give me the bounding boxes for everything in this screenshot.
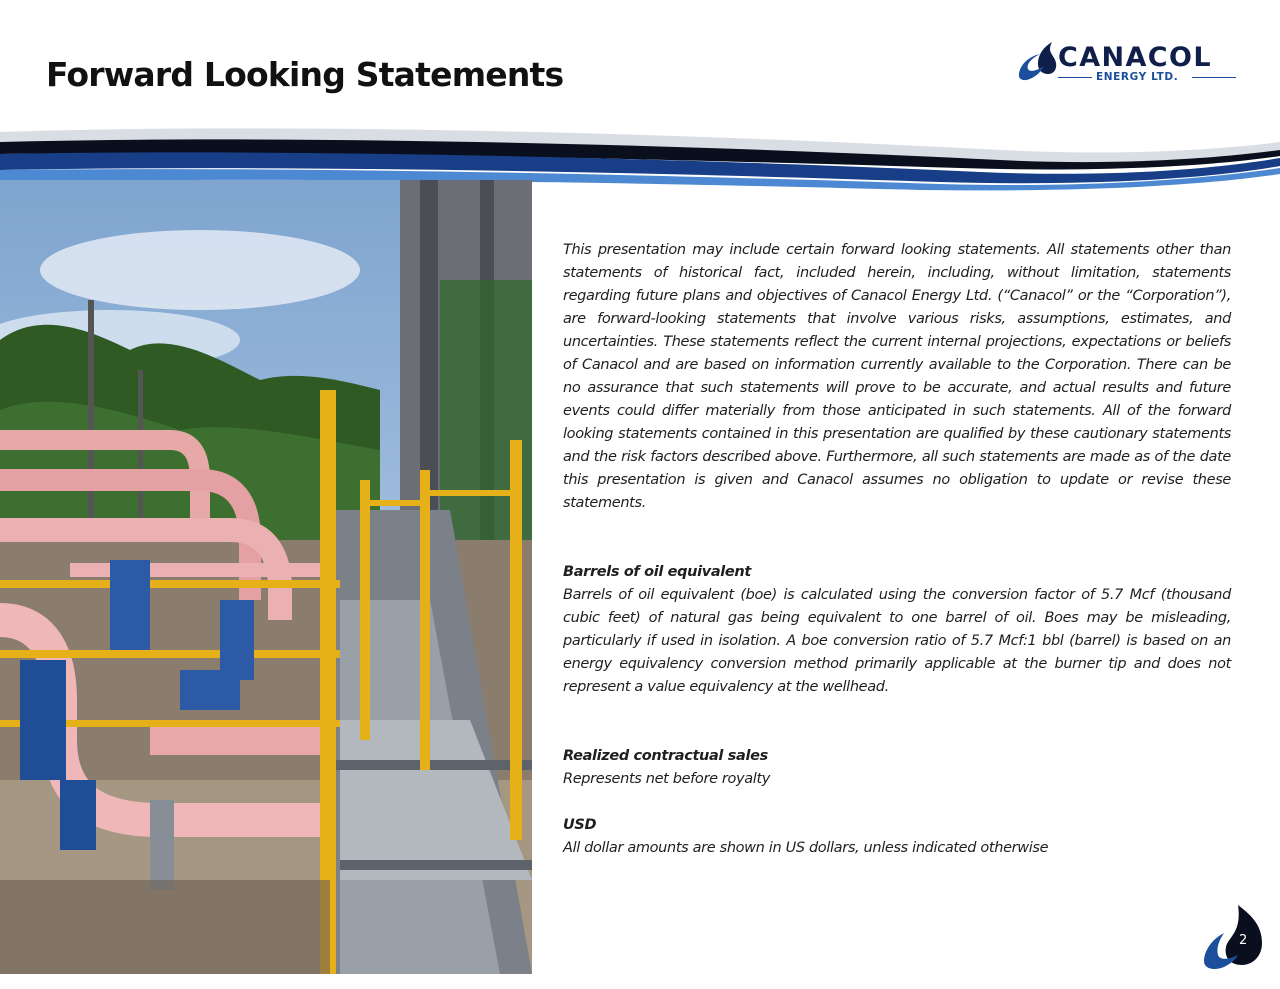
boe-paragraph: Barrels of oil equivalent (boe) is calculated using the conversion factor of 5.7 Mcf (thousand cubic feet) of natural gas being equivalent to one barrel of oil. Boes may be misleading, particularly if used in isolation. A boe conversion ratio of 5.7 Mcf:1 bbl (barrel) is based on an energy equivalency conversion method primarily applicable at the burner tip and does not represent a value equivalency at the wellhead. (563, 587, 1231, 695)
usd-paragraph: All dollar amounts are shown in US dollars, unless indicated otherwise (563, 840, 1049, 856)
page-number-droplet-icon (1202, 903, 1264, 971)
facility-photo (0, 180, 532, 974)
contractual-sales-heading: Realized contractual sales (563, 748, 768, 764)
logo-rule-left (1058, 77, 1092, 78)
canacol-logo (1016, 40, 1238, 88)
forward-looking-paragraph: This presentation may include certain forward looking statements. All statements other than statements of historical fact, included herein, including, without limitation, statements regarding future plans and objectives of Canacol Energy Ltd. (“Canacol” or the “Corporation”), are forward-looking statements that involve various risks, assumptions, estimates, and uncertainties. These statements reflect the current internal projections, expectations or beliefs of Canacol and are based on information currently available to the Corporation. There can be no assurance that such statements will prove to be accurate, and actual results and future events could differ materially from those anticipated in such statements. All of the forward looking statements contained in this presentation are qualified by these cautionary statements and the risk factors described above. Furthermore, all such statements are made as of the date this presentation is given and Canacol assumes no obligation to update or revise these statements. (563, 242, 1231, 511)
page-number: 2 (1239, 933, 1248, 948)
logo-subtitle: ENERGY LTD. (1096, 71, 1179, 83)
contractual-sales-paragraph: Represents net before royalty (563, 771, 771, 787)
logo-rule-right (1192, 77, 1236, 78)
droplet-logo-icon (1016, 40, 1062, 88)
boe-heading: Barrels of oil equivalent (563, 564, 751, 580)
page-title: Forward Looking Statements (46, 55, 564, 94)
disclaimer-content (563, 239, 1231, 860)
logo-wordmark: CANACOL (1058, 42, 1212, 73)
gas-facility-image (0, 180, 532, 974)
usd-heading: USD (563, 817, 597, 833)
